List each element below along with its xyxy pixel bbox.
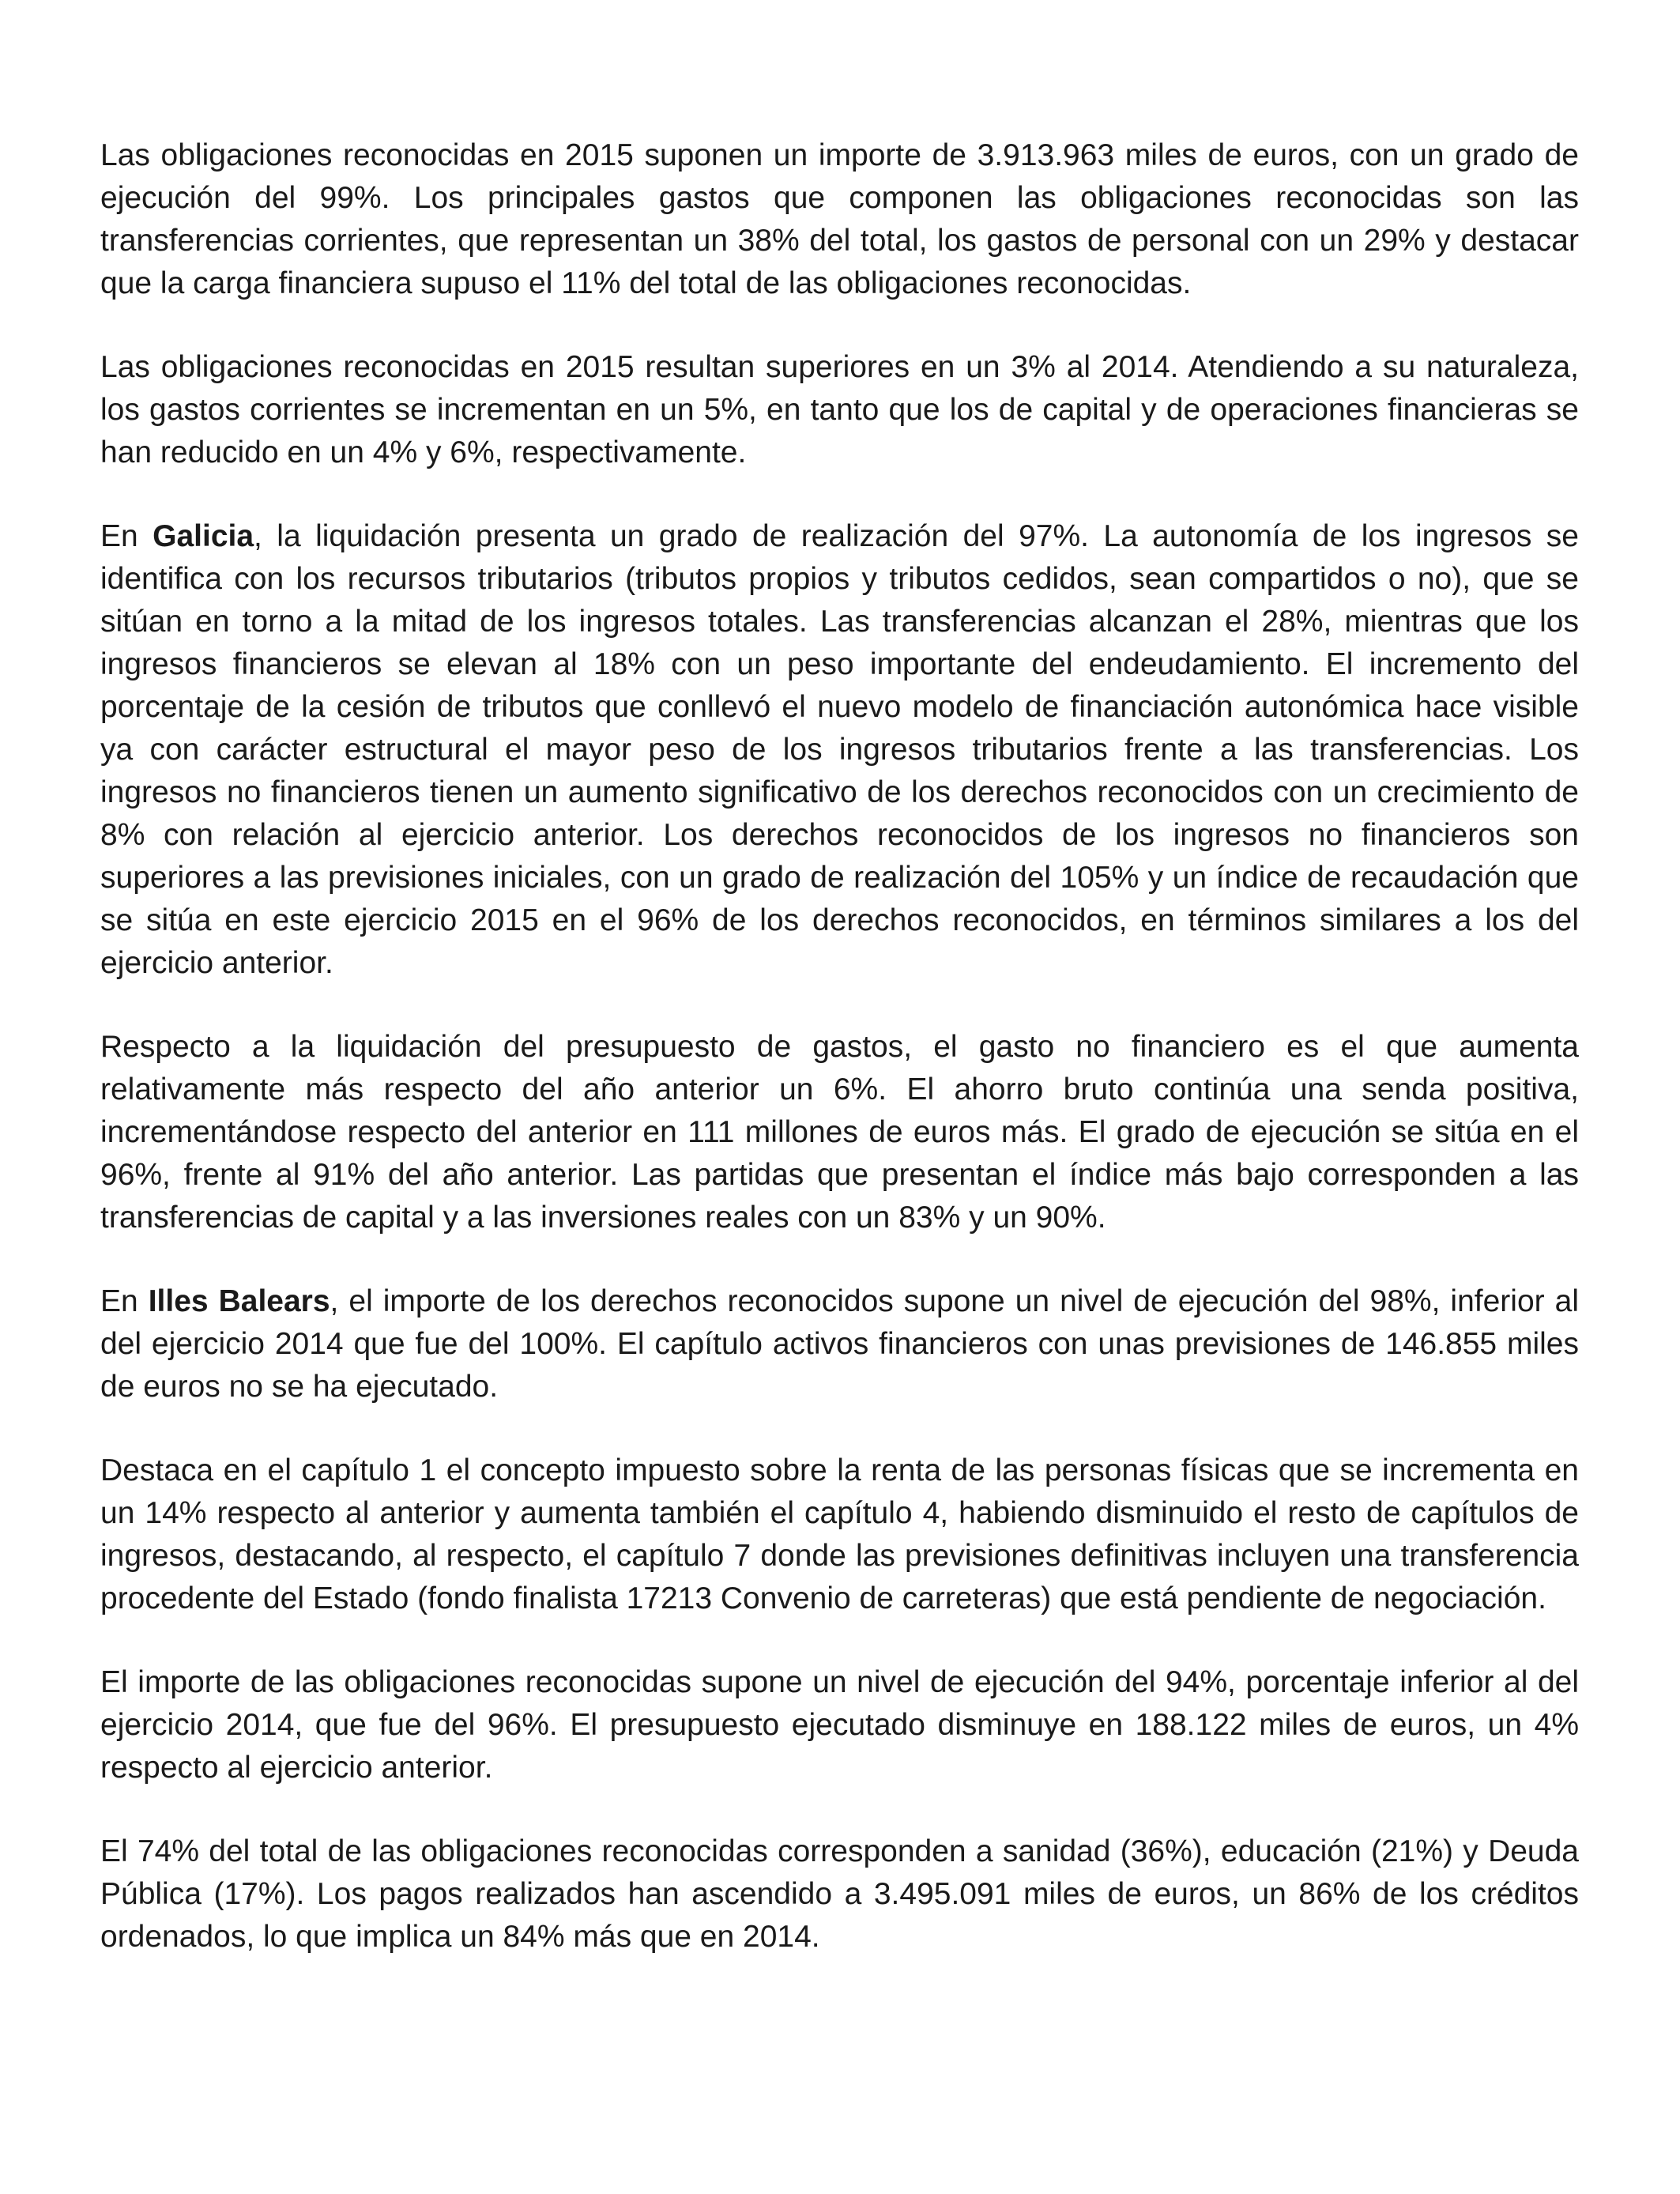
paragraph-text: El importe de las obligaciones reconocidas supone un nivel de ejecución del 94%, porcentaje inferior al del ejercicio 2014, que fue del 96%. El presupuesto ejecutado disminuye en 188.122 miles de euros, un 4% respecto al ejercicio anterior. <box>100 1665 1579 1785</box>
paragraph-4 <box>100 1026 1579 1239</box>
paragraph-2 <box>100 346 1579 474</box>
paragraph-galicia <box>100 515 1579 985</box>
region-name-galicia: Galicia <box>153 519 254 553</box>
paragraph-text: El 74% del total de las obligaciones reconocidas corresponden a sanidad (36%), educación (21%) y Deuda Pública (17%). Los pagos realizados han ascendido a 3.495.091 miles de euros, un 86% de los créditos ordenados, lo que implica un 84% más que en 2014. <box>100 1834 1579 1954</box>
paragraph-lead: En <box>100 519 153 553</box>
paragraph-text: , la liquidación presenta un grado de realización del 97%. La autonomía de los ingresos se identifica con los recursos tributarios (tributos propios y tributos cedidos, sean compartidos o no), que se sitúan en torno a la mitad de los ingresos totales. Las transferencias alcanzan el 28%, mientras que los ingresos financieros se elevan al 18% con un peso importante del endeudamiento. El incremento del porcentaje de la cesión de tributos que conllevó el nuevo modelo de financiación autonómica hace visible ya con carácter estructural el mayor peso de los ingresos tributarios frente a las transferencias. Los ingresos no financieros tienen un aumento significativo de los derechos reconocidos con un crecimiento de 8% con relación al ejercicio anterior. Los derechos reconocidos de los ingresos no financieros son superiores a las previsiones iniciales, con un grado de realización del 105% y un índice de recaudación que se sitúa en este ejercicio 2015 en el 96% de los derechos reconocidos, en términos similares a los del ejercicio anterior. <box>100 519 1579 980</box>
paragraph-7 <box>100 1661 1579 1789</box>
paragraph-8 <box>100 1830 1579 1958</box>
paragraph-text: Las obligaciones reconocidas en 2015 resultan superiores en un 3% al 2014. Atendiendo a su naturaleza, los gastos corrientes se incrementan en un 5%, en tanto que los de capital y de operaciones financieras se han reducido en un 4% y 6%, respectivamente. <box>100 350 1579 469</box>
paragraph-text: Las obligaciones reconocidas en 2015 suponen un importe de 3.913.963 miles de euros, con un grado de ejecución del 99%. Los principales gastos que componen las obligaciones reconocidas son las transferencias corrientes, que representan un 38% del total, los gastos de personal con un 29% y destacar que la carga financiera supuso el 11% del total de las obligaciones reconocidas. <box>100 138 1579 300</box>
paragraph-text: , el importe de los derechos reconocidos supone un nivel de ejecución del 98%, inferior al del ejercicio 2014 que fue del 100%. El capítulo activos financieros con unas previsiones de 146.855 miles de euros no se ha ejecutado. <box>100 1284 1579 1404</box>
paragraph-illes-balears <box>100 1280 1579 1408</box>
paragraph-text: Destaca en el capítulo 1 el concepto impuesto sobre la renta de las personas físicas que se incrementa en un 14% respecto al anterior y aumenta también el capítulo 4, habiendo disminuido el resto de capítulos de ingresos, destacando, al respecto, el capítulo 7 donde las previsiones definitivas incluyen una transferencia procedente del Estado (fondo finalista 17213 Convenio de carreteras) que está pendiente de negociación. <box>100 1453 1579 1615</box>
document-body <box>100 134 1579 2000</box>
region-name-illes-balears: Illes Balears <box>148 1284 330 1318</box>
paragraph-text: Respecto a la liquidación del presupuesto de gastos, el gasto no financiero es el que aumenta relativamente más respecto del año anterior un 6%. El ahorro bruto continúa una senda positiva, incrementándose respecto del anterior en 111 millones de euros más. El grado de ejecución se sitúa en el 96%, frente al 91% del año anterior. Las partidas que presentan el índice más bajo corresponden a las transferencias de capital y a las inversiones reales con un 83% y un 90%. <box>100 1030 1579 1235</box>
paragraph-lead: En <box>100 1284 149 1318</box>
paragraph-1 <box>100 134 1579 305</box>
paragraph-6 <box>100 1449 1579 1620</box>
